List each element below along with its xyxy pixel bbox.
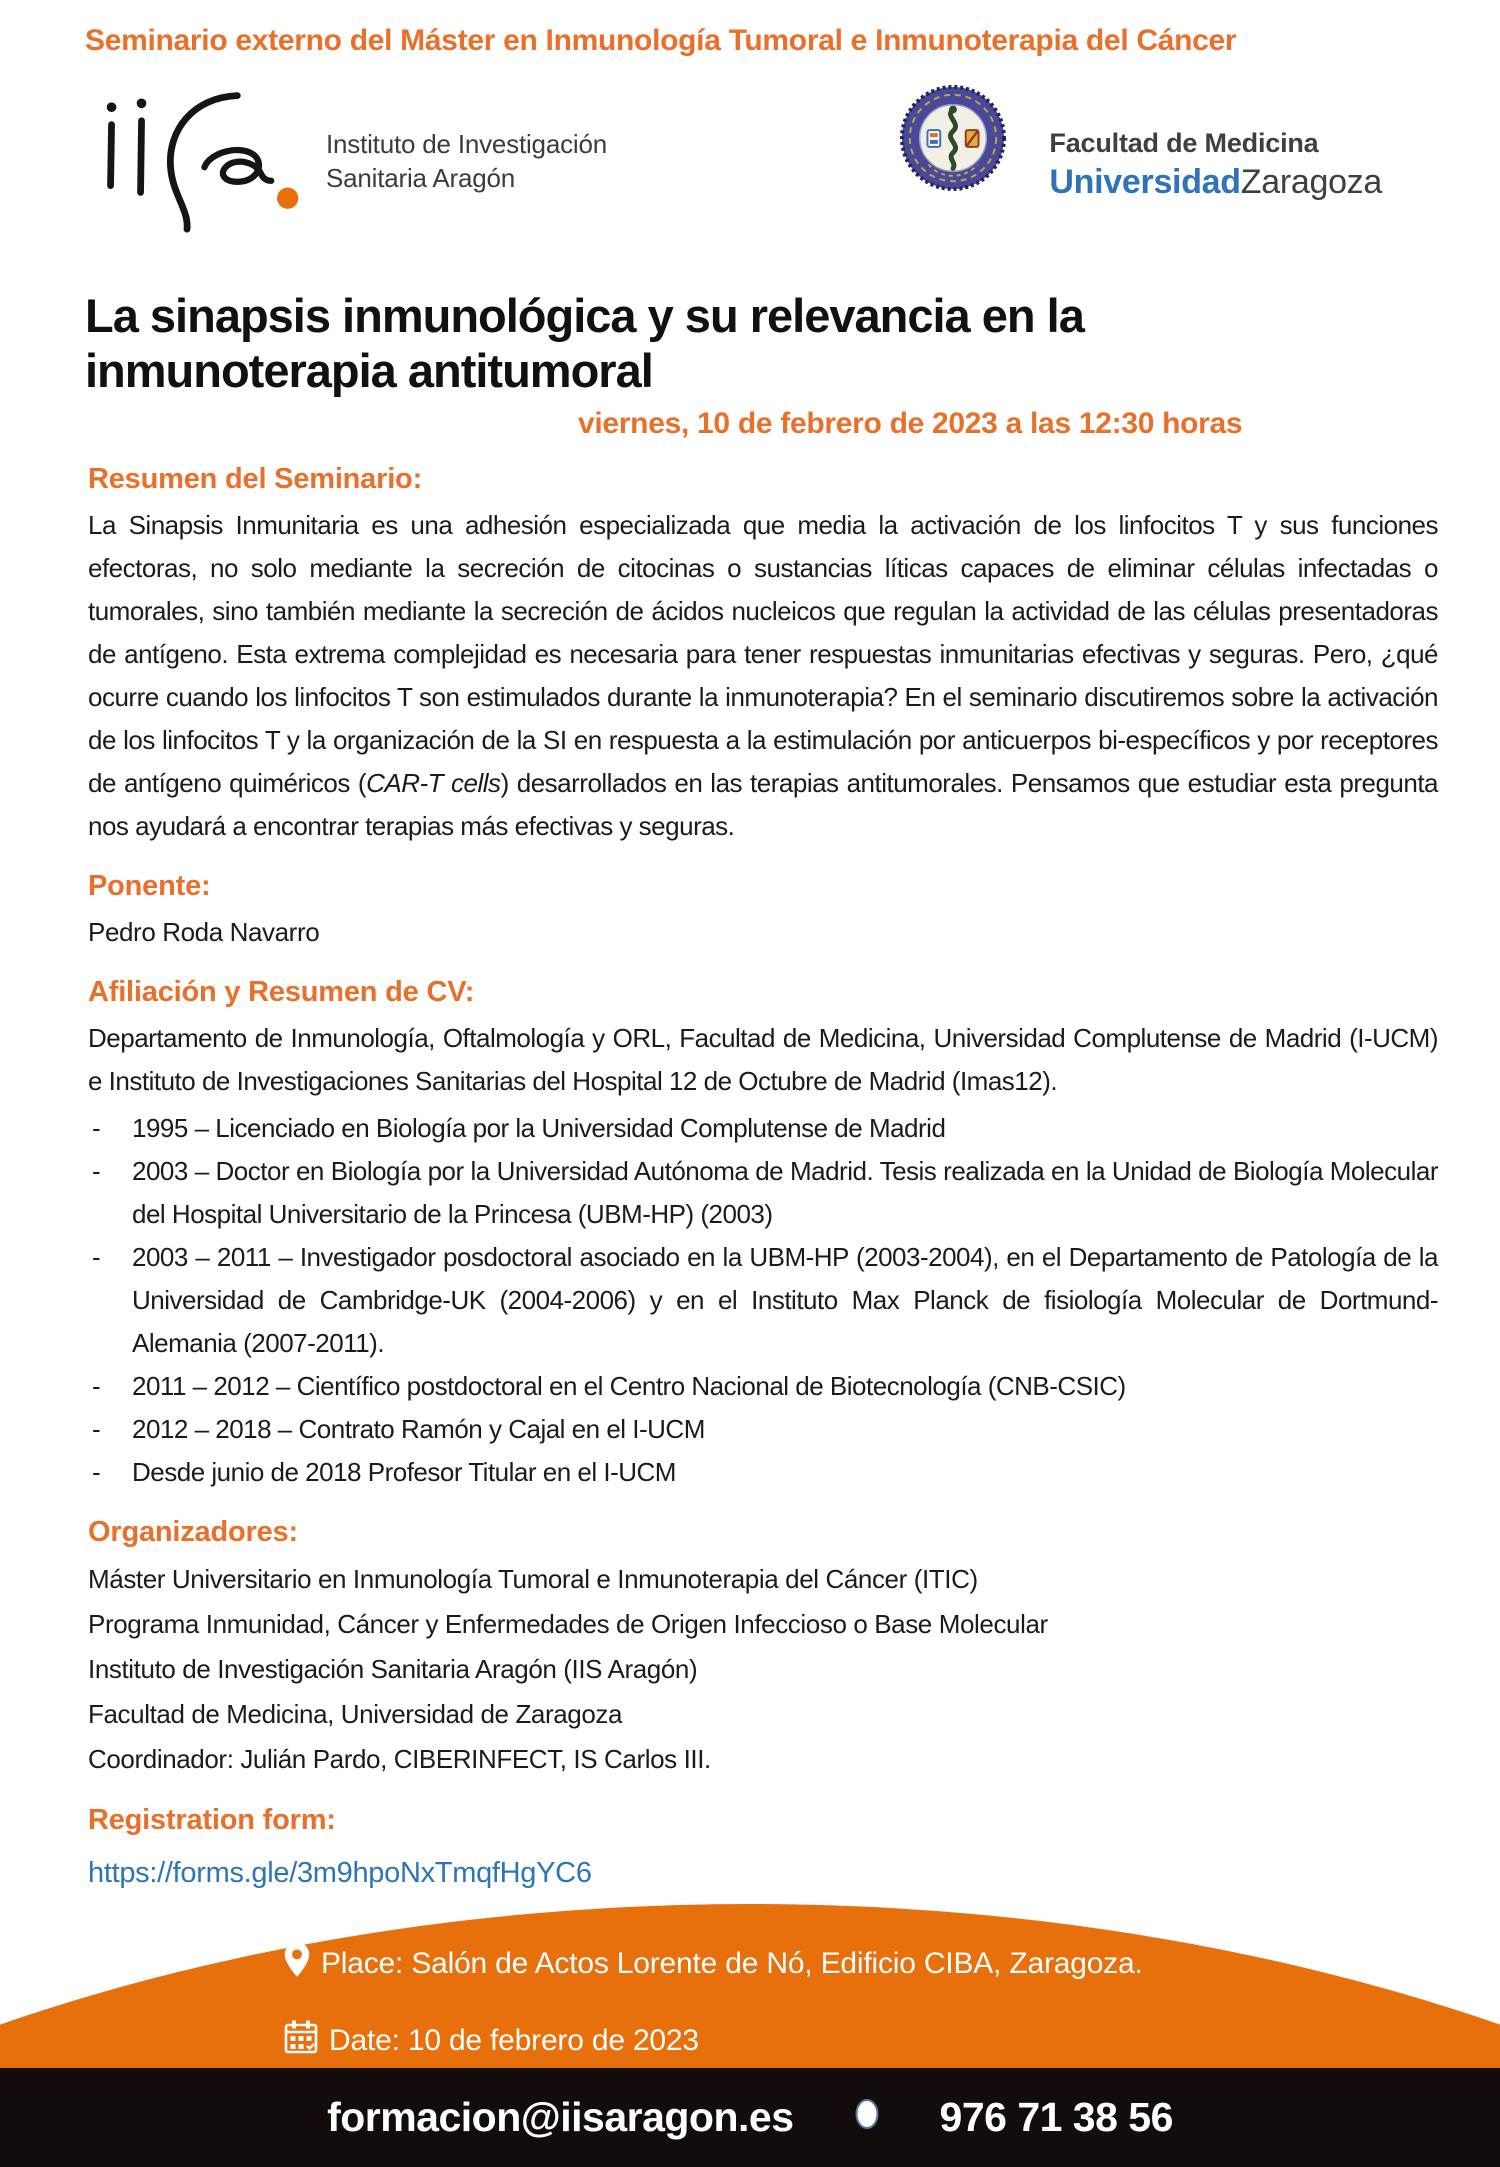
registration-heading: Registration form: [88,1803,336,1836]
speaker-heading: Ponente: [88,869,211,902]
calendar-icon [283,2019,319,2063]
cv-list [88,1107,1438,1494]
organizer-line: Facultad de Medicina, Universidad de Zaragoza [88,1698,623,1729]
bullet-dash: - [92,1155,101,1186]
bullet-dash: - [92,1413,101,1444]
cv-item [88,1150,1438,1236]
event-date-line [283,2019,699,2063]
map-pin-icon [283,1941,311,1987]
seminar-title: La sinapsis inmunológica y su relevancia en la inmunoterapia antitumoral [85,289,1084,397]
cv-item-text: 1995 – Licenciado en Biología por la Universidad Complutense de Madrid [132,1112,946,1143]
event-place-text: Place: Salón de Actos Lorente de Nó, Edificio CIBA, Zaragoza. [321,1947,1143,1980]
cv-heading: Afiliación y Resumen de CV: [88,975,475,1008]
abstract-heading: Resumen del Seminario: [88,462,423,495]
seminar-series-banner: Seminario externo del Máster en Inmunología Tumoral e Inmunoterapia del Cáncer [85,24,1237,57]
abstract-text-part2: ) desarrollados en las terapias antitumorales. Pensamos que estudiar esta pregunta nos ayudará a encontrar terapias más efectivas y seguras. [88,767,1439,841]
cv-item [88,1408,1438,1451]
faculty-name: Facultad de Medicina [1049,128,1319,158]
logos-row [0,58,1500,239]
bullet-dash: - [92,1456,101,1487]
iis-aragon-logo-icon [95,84,310,239]
contact-email: formacion@iisaragon.es [327,2094,794,2140]
speaker-name: Pedro Roda Navarro [88,916,320,947]
university-name [1049,163,1382,202]
university-name-rest: Zaragoza [1240,163,1382,201]
cv-item-text: 2003 – Doctor en Biología por la Universidad Autónoma de Madrid. Tesis realizada en la Unidad de Biología Molecular del Hospital Universitario de la Princesa (UBM-HP) (2003) [132,1155,1438,1229]
cv-item [88,1236,1438,1365]
organizer-line: Coordinador: Julián Pardo, CIBERINFECT, IS Carlos III. [88,1743,711,1774]
cv-item-text: Desde junio de 2018 Profesor Titular en el I-UCM [132,1456,676,1487]
event-place-line [283,1941,1143,1987]
iis-aragon-name [326,128,607,195]
cv-affiliation: Departamento de Inmunología, Oftalmología y ORL, Facultad de Medicina, Universidad Complutense de Madrid (I-UCM) e Instituto de Investigaciones Sanitarias del Hospital 12 de Octubre de Madrid (Imas12). [88,1022,1438,1096]
medicine-faculty-seal-icon [899,84,1007,197]
organizer-line: Máster Universitario en Inmunología Tumoral e Inmunoterapia del Cáncer (ITIC) [88,1563,978,1594]
phone-icon [854,2094,880,2141]
iis-name-line1: Instituto de Investigación [326,129,607,160]
cv-item-text: 2003 – 2011 – Investigador posdoctoral asociado en la UBM-HP (2003-2004), en el Departamento de Patología de la Universidad de Cambridge-UK (2004-2006) y en el Instituto Max Planck de fisiología Molecular de Dortmund-Alemania (2007-2011). [132,1241,1438,1358]
event-info-band [0,1889,1500,2068]
bullet-dash: - [92,1370,101,1401]
university-name-bold: Universidad [1049,163,1241,201]
cv-item-text: 2012 – 2018 – Contrato Ramón y Cajal en el I-UCM [132,1413,705,1444]
organizers-heading: Organizadores: [88,1515,298,1548]
cv-item [88,1365,1438,1408]
contact-phone: 976 71 38 56 [939,2094,1173,2140]
contact-footer [0,2068,1500,2167]
unizar-logo-block [899,84,1382,202]
event-date-text: Date: 10 de febrero de 2023 [329,2024,699,2057]
bullet-dash: - [92,1241,101,1272]
seminar-datetime: viernes, 10 de febrero de 2023 a las 12:30 horas [578,406,1243,440]
cv-item [88,1107,1438,1150]
cv-item [88,1451,1438,1494]
iis-name-line2: Sanitaria Aragón [326,162,516,193]
main-content [0,463,1500,1890]
abstract-text-part1: La Sinapsis Inmunitaria es una adhesión especializada que media la activación de los linfocitos T y sus funciones efectoras, no solo mediante la secreción de citocinas o sustancias líticas capaces de eliminar células infectadas o tumorales, sino también mediante la secreción de ácidos nucleicos que regulan la actividad de las células presentadoras de antígeno. Esta extrema complejidad es necesaria para tener respuestas inmunitarias efectivas y seguras. Pero, ¿qué ocurre cuando los linfocitos T son estimulados durante la inmunoterapia? En el seminario discutiremos sobre la activación de los linfocitos T y la organización de la SI en respuesta a la estimulación por anticuerpos bi-específicos y por receptores de antígeno quiméricos ( [88,509,1438,798]
iis-aragon-logo-block [95,84,607,239]
abstract-text [88,504,1438,848]
bullet-dash: - [92,1112,101,1143]
cv-item-text: 2011 – 2012 – Científico postdoctoral en el Centro Nacional de Biotecnología (CNB-CSIC) [132,1370,1126,1401]
registration-link[interactable]: https://forms.gle/3m9hpoNxTmqfHgYC6 [88,1856,592,1889]
abstract-text-italic: CAR-T cells [366,767,501,798]
organizer-line: Programa Inmunidad, Cáncer y Enfermedades de Origen Infeccioso o Base Molecular [88,1608,1048,1639]
unizar-wordmark [1049,128,1382,202]
organizer-line: Instituto de Investigación Sanitaria Aragón (IIS Aragón) [88,1653,698,1684]
